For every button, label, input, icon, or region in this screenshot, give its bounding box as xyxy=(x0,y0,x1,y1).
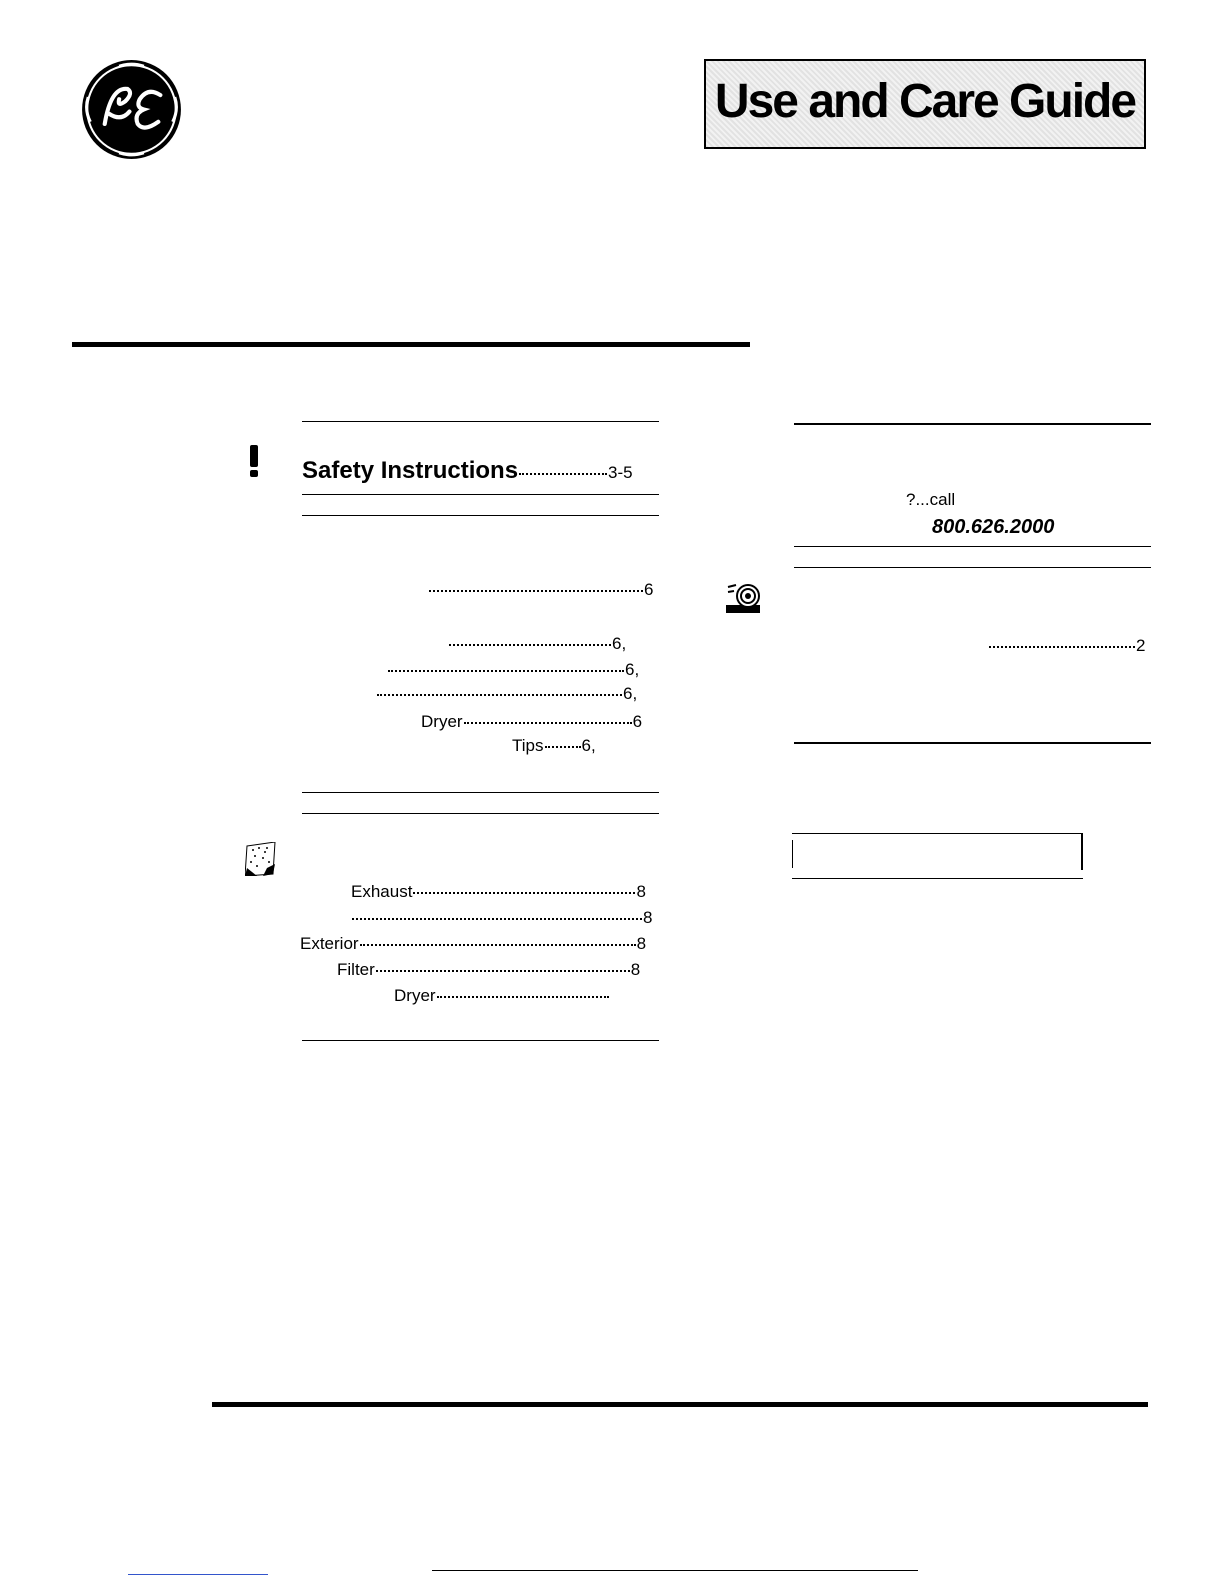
cleaning-icon xyxy=(245,842,277,876)
toc-entry xyxy=(988,636,1145,656)
leader-dots xyxy=(464,722,632,724)
help-call-text: ?...call xyxy=(906,490,956,509)
leader-dots xyxy=(429,590,643,592)
divider xyxy=(302,421,659,422)
footer-rule xyxy=(212,1402,1148,1407)
toc-safety-instructions xyxy=(302,457,633,487)
divider xyxy=(302,515,659,516)
toc-entry xyxy=(337,960,640,980)
toc-entry xyxy=(512,736,596,756)
safety-pages: 3-5 xyxy=(608,463,633,482)
toc-page: 6, xyxy=(612,634,627,653)
safety-label: Safety Instructions xyxy=(302,457,519,484)
leader-dots xyxy=(388,670,624,672)
divider xyxy=(794,423,1151,425)
divider xyxy=(302,494,659,495)
header-rule xyxy=(72,342,750,347)
toc-entry xyxy=(376,684,637,704)
ge-logo xyxy=(80,58,183,161)
leader-dots xyxy=(377,694,622,696)
toc-entry xyxy=(421,712,642,732)
divider xyxy=(302,813,659,814)
toc-page: 2 xyxy=(1136,636,1146,655)
page-title: Use and Care Guide xyxy=(714,75,1136,128)
bottom-line xyxy=(128,1574,268,1575)
toc-entry xyxy=(387,660,639,680)
model-number-box xyxy=(792,833,1083,879)
leader-dots xyxy=(413,892,635,894)
divider xyxy=(794,567,1151,568)
toc-page: 6, xyxy=(625,660,640,679)
toc-entry xyxy=(300,934,646,954)
leader-dots xyxy=(437,996,609,998)
divider xyxy=(794,546,1151,547)
exclamation-icon xyxy=(250,445,258,477)
toc-page: 8 xyxy=(636,934,647,953)
toc-entry xyxy=(394,986,610,1006)
toc-entry xyxy=(428,580,653,600)
toc-page: 6, xyxy=(623,684,638,703)
toc-page: 6 xyxy=(644,580,654,599)
toc-page: 8 xyxy=(636,882,646,901)
bottom-line xyxy=(432,1570,918,1571)
divider xyxy=(302,792,659,793)
leader-dots xyxy=(360,944,636,946)
leader-dots xyxy=(352,918,642,920)
toc-label: Exterior xyxy=(300,934,359,953)
title-banner xyxy=(704,59,1146,149)
toc-label: Tips xyxy=(512,736,544,755)
toc-page: 8 xyxy=(630,960,641,979)
toc-label: Dryer xyxy=(421,712,463,731)
toc-label: Exhaust xyxy=(351,882,413,901)
help-phone-number: 800.626.2000 xyxy=(932,516,1055,538)
leader-dots xyxy=(449,644,611,646)
leader-dots xyxy=(989,646,1135,648)
toc-label: Dryer xyxy=(394,986,436,1005)
divider xyxy=(794,742,1151,744)
leader-dots xyxy=(376,970,630,972)
camera-icon xyxy=(726,583,762,613)
leader-dots xyxy=(545,746,581,748)
divider xyxy=(302,1040,659,1041)
toc-page: 8 xyxy=(643,908,653,927)
toc-page: 6 xyxy=(632,712,643,731)
leader-dots xyxy=(519,473,607,475)
toc-entry xyxy=(351,882,646,902)
toc-entry xyxy=(351,908,652,928)
toc-label: Filter xyxy=(337,960,375,979)
toc-page: 6, xyxy=(581,736,596,755)
toc-entry xyxy=(448,634,626,654)
